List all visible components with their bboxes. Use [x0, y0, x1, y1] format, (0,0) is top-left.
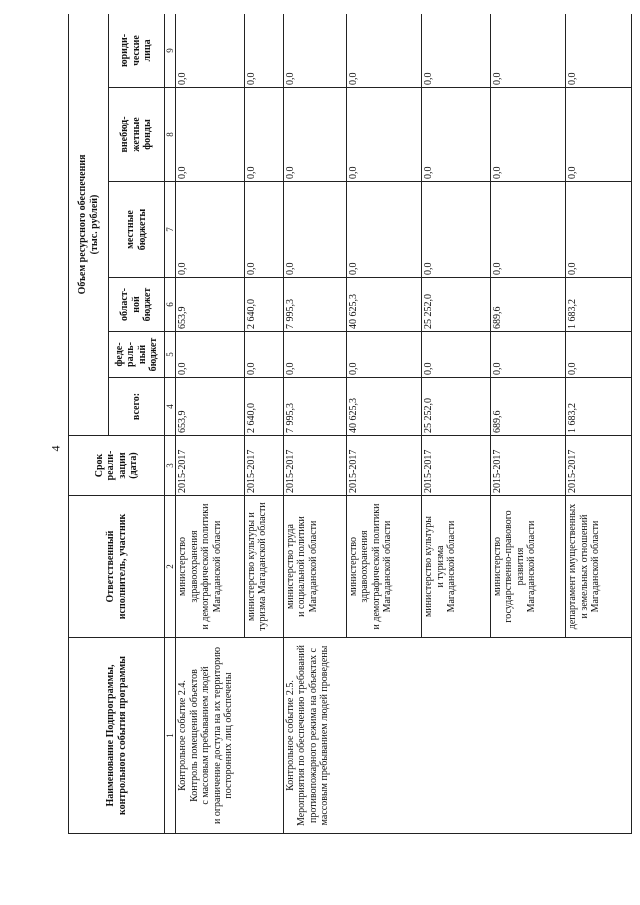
- legal: 0,0: [176, 14, 244, 88]
- column-number: 4: [165, 378, 176, 436]
- legal: 0,0: [244, 14, 283, 88]
- header-federal: феде- раль- ный бюджет: [109, 332, 165, 378]
- column-number: 9: [165, 14, 176, 88]
- period: 2015-2017: [422, 436, 490, 496]
- executor: министерство труда и социальной политики Магаданской области: [283, 496, 346, 638]
- header-executor: Ответственный исполнитель, участник: [69, 496, 165, 638]
- header-resource-group: Объем ресурсного обеспечения (тыс. рублей): [69, 14, 109, 436]
- federal: 0,0: [422, 332, 490, 378]
- federal: 0,0: [244, 332, 283, 378]
- local: 0,0: [490, 182, 566, 278]
- local: 0,0: [244, 182, 283, 278]
- total: 689,6: [490, 378, 566, 436]
- legal: 0,0: [283, 14, 346, 88]
- federal: 0,0: [176, 332, 244, 378]
- executor: департамент имущественных и земельных отношений Магаданской области: [566, 496, 632, 638]
- header-local: местные бюджеты: [109, 182, 165, 278]
- column-number: 8: [165, 88, 176, 182]
- event-name: Контрольное событие 2.4. Контроль помещений объектов с массовым пребыванием людей и ограничение доступа на их территорию посторонних лиц обеспечены: [176, 638, 283, 834]
- column-number: 7: [165, 182, 176, 278]
- header-total: всего:: [109, 378, 165, 436]
- period: 2015-2017: [283, 436, 346, 496]
- extrabudget: 0,0: [566, 88, 632, 182]
- executor: министерство здравоохранения и демографической политики Магаданской области: [346, 496, 422, 638]
- rotated-table-frame: [68, 14, 632, 834]
- executor: министерство культуры и туризма Магаданской области: [422, 496, 490, 638]
- regional: 1 683,2: [566, 278, 632, 332]
- legal: 0,0: [490, 14, 566, 88]
- local: 0,0: [346, 182, 422, 278]
- period: 2015-2017: [490, 436, 566, 496]
- legal: 0,0: [566, 14, 632, 88]
- extrabudget: 0,0: [422, 88, 490, 182]
- executor: министерство здравоохранения и демографической политики Магаданской области: [176, 496, 244, 638]
- extrabudget: 0,0: [346, 88, 422, 182]
- regional: 40 625,3: [346, 278, 422, 332]
- total: 1 683,2: [566, 378, 632, 436]
- federal: 0,0: [566, 332, 632, 378]
- federal: 0,0: [346, 332, 422, 378]
- executor: министерство государственно-правового развития Магаданской области: [490, 496, 566, 638]
- regional: 7 995,3: [283, 278, 346, 332]
- column-number: 6: [165, 278, 176, 332]
- regional: 2 640,0: [244, 278, 283, 332]
- regional: 25 252,0: [422, 278, 490, 332]
- header-name: Наименование Подпрограммы, контрольного события программы: [69, 638, 165, 834]
- period: 2015-2017: [176, 436, 244, 496]
- header-regional: област- ной бюджет: [109, 278, 165, 332]
- legal: 0,0: [346, 14, 422, 88]
- column-number: 1: [165, 638, 176, 834]
- total: 653,9: [176, 378, 244, 436]
- period: 2015-2017: [244, 436, 283, 496]
- column-number: 2: [165, 496, 176, 638]
- federal: 0,0: [283, 332, 346, 378]
- executor: министерство культуры и туризма Магаданской области: [244, 496, 283, 638]
- period: 2015-2017: [346, 436, 422, 496]
- legal: 0,0: [422, 14, 490, 88]
- federal: 0,0: [490, 332, 566, 378]
- extrabudget: 0,0: [244, 88, 283, 182]
- total: 2 640,0: [244, 378, 283, 436]
- resource-table: [68, 14, 632, 834]
- header-legal: юриди- ческие лица: [109, 14, 165, 88]
- table-row: [283, 14, 346, 834]
- header-extrabudget: внебюд- жетные фонды: [109, 88, 165, 182]
- column-number: 3: [165, 436, 176, 496]
- total: 40 625,3: [346, 378, 422, 436]
- local: 0,0: [566, 182, 632, 278]
- local: 0,0: [422, 182, 490, 278]
- extrabudget: 0,0: [176, 88, 244, 182]
- page-number: 4: [48, 445, 63, 452]
- regional: 653,9: [176, 278, 244, 332]
- total: 7 995,3: [283, 378, 346, 436]
- local: 0,0: [176, 182, 244, 278]
- extrabudget: 0,0: [490, 88, 566, 182]
- column-number: 5: [165, 332, 176, 378]
- extrabudget: 0,0: [283, 88, 346, 182]
- period: 2015-2017: [566, 436, 632, 496]
- table-sheet: [68, 14, 632, 834]
- table-row: [176, 14, 244, 834]
- total: 25 252,0: [422, 378, 490, 436]
- header-period: Срок реали- зации (дата): [69, 436, 165, 496]
- local: 0,0: [283, 182, 346, 278]
- event-name: Контрольное событие 2.5. Мероприятия по обеспечению требований противопожарного режима на объектах с массовым пребыванием людей проведены: [283, 638, 631, 834]
- regional: 689,6: [490, 278, 566, 332]
